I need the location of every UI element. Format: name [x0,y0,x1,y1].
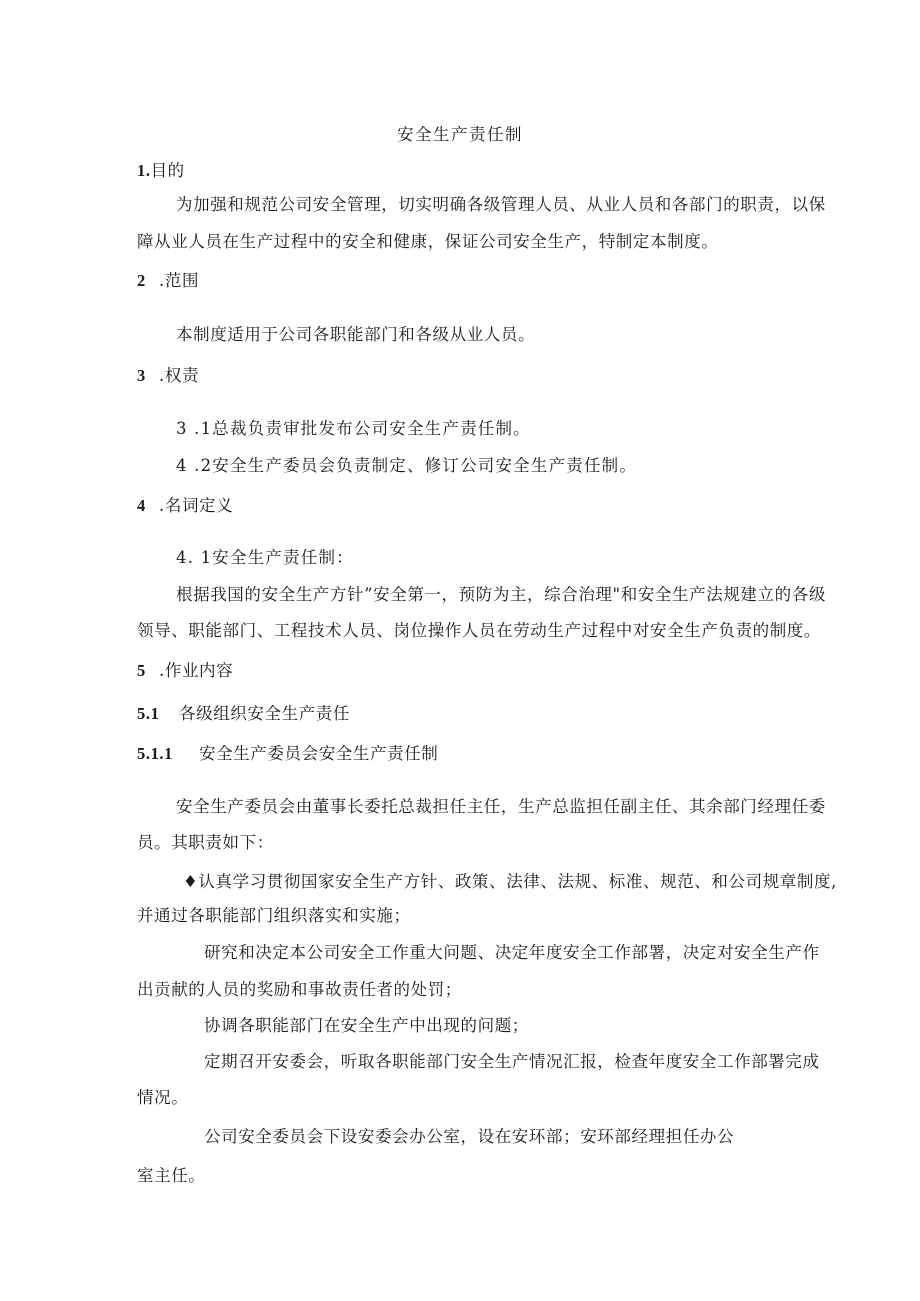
section-5-number: 5 [137,661,146,680]
section-3-number: 3 [137,366,146,385]
section-4-item-1: 4. 1安全生产责任制： [176,548,354,567]
section-1-label: 目的 [150,161,185,180]
document-title: 安全生产责任制 [397,125,523,144]
section-2-label: .范围 [159,271,200,290]
section-5-1-1-label: 安全生产委员会安全生产责任制 [199,744,439,763]
section-1-number: 1. [137,161,151,180]
section-3-label: .权责 [159,366,200,385]
section-1-paragraph-line-1: 为加强和规范公司安全管理，切实明确各级管理人员、从业人员和各部门的职责，以保 [176,195,826,214]
section-1-paragraph-line-2: 障从业人员在生产过程中的安全和健康，保证公司安全生产，特制定本制度。 [137,232,719,251]
section-4-heading [137,496,233,516]
duty-item-2-line-2: 出贡献的人员的奖励和事故责任者的处罚； [137,980,462,999]
section-2-heading [137,271,199,291]
duty-item-1-line-1: ♦认真学习贯彻国家安全生产方针、政策、法律、法规、标准、规范、和公司规章制度, [183,872,837,891]
section-4-number: 4 [137,496,146,515]
section-2-paragraph: 本制度适用于公司各职能部门和各级从业人员。 [176,325,536,344]
section-5-1-1-paragraph-line-1: 安全生产委员会由董事长委托总裁担任主任，生产总监担任副主任、其余部门经理任委 [176,797,826,816]
duty-item-2-line-1: 研究和决定本公司安全工作重大问题、决定年度安全工作部署，决定对安全生产作 [204,943,820,962]
section-4-label: .名词定义 [159,496,234,515]
section-5-label: .作业内容 [159,661,234,680]
section-5-1-number: 5.1 [137,704,160,723]
section-1-heading [137,161,185,181]
duty-item-3: 协调各职能部门在安全生产中出现的问题； [204,1016,529,1035]
duty-item-5-line-1: 公司安全委员会下设安委会办公室，设在安环部；安环部经理担任办公 [204,1127,735,1146]
section-5-1-1-number: 5.1.1 [137,744,173,763]
section-2-number: 2 [137,271,146,290]
section-5-1-1-paragraph-line-2: 员。其职责如下： [137,833,274,852]
section-5-heading [137,661,233,681]
section-3-item-1: 3 .1总裁负责审批发布公司安全生产责任制。 [176,419,531,438]
section-4-paragraph-line-1: 根据我国的安全生产方针”安全第一，预防为主，综合治理"和安全生产法规建立的各级 [176,585,826,604]
duty-item-5-line-2: 室主任。 [137,1166,206,1185]
section-4-paragraph-line-2: 领导、职能部门、工程技术人员、岗位操作人员在劳动生产过程中对安全生产负责的制度。 [137,621,821,640]
section-5-1-label: 各级组织安全生产责任 [179,704,350,723]
section-5-1-heading [137,704,350,724]
section-3-item-2: 4 .2安全生产委员会负责制定、修订公司安全生产责任制。 [176,456,638,475]
duty-item-4-line-2: 情况。 [137,1088,189,1107]
duty-item-1-line-2: 并通过各职能部门组织落实和实施； [137,906,411,925]
duty-item-4-line-1: 定期召开安委会，听取各职能部门安全生产情况汇报，检查年度安全工作部署完成 [204,1052,820,1071]
section-5-1-1-heading [137,744,438,764]
section-3-heading [137,366,199,386]
